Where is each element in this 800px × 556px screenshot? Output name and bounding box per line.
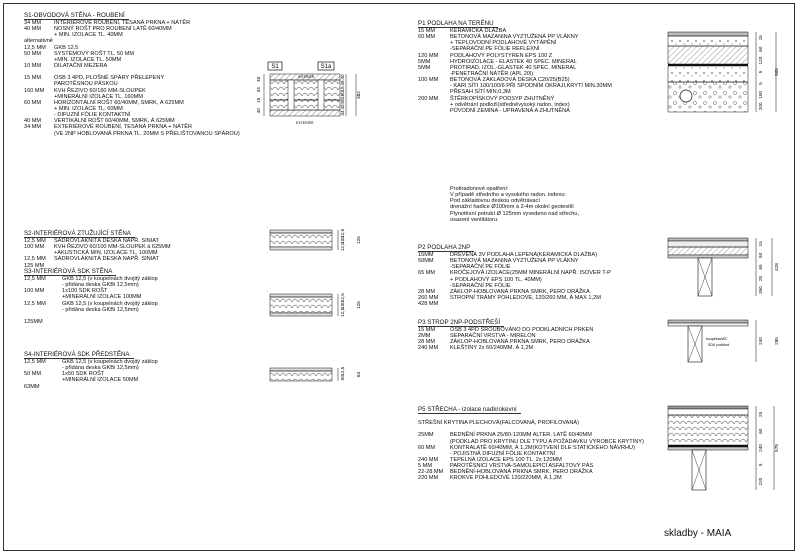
layer-description: -PENETRAČNÍ NÁTĚR (APL 20l) xyxy=(450,70,534,77)
s1-stud-2 xyxy=(318,80,324,110)
layer-description: -SEPARAČNÍ PE FÓLIE REFLEXNÍ xyxy=(450,46,540,53)
p2-screed xyxy=(668,241,748,247)
layer-description: +MINERÁLNÍ IZOLACE 50MM xyxy=(62,377,139,384)
layer-description: KVH ŘEZIVO 60/160 MM-SLOUPEK xyxy=(54,87,146,94)
layer-description: - přidána deska GKBi 12,5mm) xyxy=(62,306,139,313)
layer-thickness: 40 MM xyxy=(24,26,42,33)
layer-thickness: 2MM xyxy=(418,333,431,340)
section-title-text: S3-INTERIÉROVÁ SDK STĚNA xyxy=(24,268,116,276)
layer-thickness: 160 MM xyxy=(24,87,45,94)
layer-row xyxy=(418,301,474,307)
layer-description: SYSTÉMOVÝ ROŠT TL. 50 MM xyxy=(54,50,134,57)
s2-board-top xyxy=(270,230,332,233)
layer-description: -SEPARAČNÍ PE FÓLIE xyxy=(450,264,511,271)
radon-note-line: drenážní hadice Ø100mm à 2-4m okolní geotextilí xyxy=(450,204,574,211)
layer-thickness: 50 MM xyxy=(24,50,42,57)
radon-note-line: Protiradonové opatření: xyxy=(450,186,509,192)
section-title xyxy=(24,268,116,276)
layer-description: 1x100 SDK ROŠT xyxy=(62,288,108,295)
p3-ceiling-detail xyxy=(662,316,792,376)
layer-thickness: 34 MM xyxy=(24,20,42,26)
layer-description: PŘESAH SÍTÍ MIN.0,3M xyxy=(450,89,511,96)
layer-thickness: 12,5 MM xyxy=(24,300,46,307)
layer-row xyxy=(418,345,534,352)
layer-thickness: 15MM xyxy=(418,252,434,258)
section-title-text: P5 STŘECHA - izolace nadkrokevní xyxy=(418,406,521,414)
layer-description: EXTERIÉROVÉ ROUBENÍ, TESANÁ PRKNA + NÁTĚR xyxy=(54,124,193,131)
layer-thickness: 428 MM xyxy=(418,301,439,308)
layer-thickness: 50 MM xyxy=(24,371,42,378)
radon-note xyxy=(450,186,579,223)
layer-thickness: 120 MM xyxy=(418,52,439,59)
p3-osb xyxy=(668,320,748,323)
layer-row xyxy=(24,384,134,390)
layer-description: + PODLAHOVÝ EPS 100 TL. 40MM) xyxy=(450,276,542,283)
p5-roofing xyxy=(668,406,748,409)
layer-description: +MIN. IZOLACE TL. 50MM xyxy=(54,56,122,63)
section-title xyxy=(418,244,474,252)
layer-description: +MINERÁLNÍ IZOLACE TL. 160MM xyxy=(54,93,143,100)
s1-label-exterior: EXTERIÉR xyxy=(296,121,314,125)
layer-thickness: 28 MM xyxy=(418,288,436,295)
dimension-total: 505 xyxy=(774,68,779,76)
dimension-label: 120 xyxy=(758,56,763,65)
p1-screed xyxy=(668,36,748,46)
layer-description: PAROTĚSNICÍ VRSTVA-SAMOLEPÍCÍ ASFALTOVÝ PÁS xyxy=(450,463,594,470)
layer-row xyxy=(24,319,116,325)
section-title-text: S4-INTERIÉROVÁ SDK PŘEDSTĚNA xyxy=(24,351,134,359)
dimension-label: 100 xyxy=(340,236,345,244)
layer-description: OSB 3 4PD ŠROUBOVÁNO DO PODKLADNÍCH PRKEN xyxy=(450,327,594,333)
s2-board-bottom xyxy=(270,247,332,250)
dimension-label: 240 xyxy=(758,337,763,345)
layer-description: STROPNÍ TRÁMY POHLEDOVÉ, 120/260 MM, Á MAX 1,2M xyxy=(450,294,601,301)
layer-thickness: 220 MM xyxy=(418,475,439,482)
dimension-label: 60 xyxy=(340,98,345,104)
layer-description: KROČEJOVÁ IZOLACE(25MM MINERÁLNÍ NAPŘ. ISOVER T-P xyxy=(450,270,611,277)
dimension-label: 5 xyxy=(758,82,763,85)
layer-thickness: 50MM xyxy=(418,258,434,265)
layer-thickness: 12,5 MM xyxy=(24,238,46,244)
p5-dims xyxy=(758,411,779,485)
layer-description: 1x50 SDK ROŠT xyxy=(62,371,105,378)
layer-thickness: 5 MM xyxy=(418,463,432,470)
layer-description: - KARI SÍTI 100/100/6 PŘI SPODNÍM OKRAJI,KRYTÍ MIN.30MM xyxy=(450,83,612,90)
layer-description: (VE 2NP HOBLOVANÁ PRKNA TL. 20MM S PŘELIŠTOVANOU SPÁROU) xyxy=(54,130,240,137)
section-title xyxy=(24,230,135,238)
s1-dims-right xyxy=(340,74,361,116)
layer-row xyxy=(418,475,562,482)
p3-note-ceiling: SDK podhled xyxy=(708,343,730,347)
layer-description: SÁDROVLÁKNITÁ DESKA NAPŘ. SINIAT xyxy=(54,256,159,263)
section-title-text: S1-OBVODOVÁ STĚNA - ROUBENÍ xyxy=(24,12,129,20)
layer-description: BEDNĚNÍ-HOBLOVANÁ PRKNA SMRK, PERO DRÁŽKA xyxy=(450,469,593,476)
dimension-label: 34 xyxy=(256,87,261,93)
layer-thickness: 240 MM xyxy=(418,345,439,352)
layer-thickness: 12,5 MM xyxy=(24,276,46,282)
dimension-label: 34 xyxy=(340,110,345,116)
layer-description: PŮVODNÍ ZEMINA - UPRAVENÁ A ZHUTNĚNÁ xyxy=(450,107,570,114)
s1-wall-detail xyxy=(248,60,370,148)
p1-hydro xyxy=(668,64,748,66)
p5-counter-battens xyxy=(668,409,748,415)
layer-description: KLEŠTINY 2x 60/240MM, Á 1,2M xyxy=(450,345,534,352)
layer-thickness: 5MM xyxy=(418,64,431,71)
layer-thickness: 12,5 MM xyxy=(24,44,46,51)
p3-note-bathroom: koupelna/WC xyxy=(706,337,728,341)
dimension-label: 5 xyxy=(758,70,763,74)
layer-description: ŠTĚRKOPÍSKOVÝ PODSYP ZHUTNĚNÝ xyxy=(450,95,555,102)
dimension-label: 40 xyxy=(340,74,345,80)
layer-thickness: 12,5 MM xyxy=(24,256,46,263)
section-s1 xyxy=(24,12,240,137)
layer-description: ZÁKLOP-HOBLOVANÁ PRKNA SMRK, PERO DRÁŽKA xyxy=(450,339,590,346)
layer-description: HYDROIZOLACE - ELASTEK 40 SPEC. MINERAL xyxy=(450,58,577,65)
section-s3 xyxy=(24,268,158,325)
p5-vapour-layer xyxy=(668,445,748,447)
layer-thickness: alternativně xyxy=(24,38,53,45)
dimension-total: 382 xyxy=(356,91,361,99)
dimension-label: 260 xyxy=(758,286,763,295)
s1-tag-1: S1 xyxy=(271,64,279,70)
layer-description: + odvětrání podloží(středněvysoký radon, index) xyxy=(450,101,570,108)
layer-description: PROTIRAD. IZOL.-GLASTEK 40 SPEC. MINERAL xyxy=(450,64,577,71)
s1-tag-2: S1a xyxy=(320,64,332,70)
layer-thickness: 40 MM xyxy=(24,118,42,125)
s1-label-interior: INTERIÉR xyxy=(298,75,315,79)
s1-outer-board xyxy=(270,110,340,116)
p2-decking xyxy=(668,255,748,258)
layer-thickness: 100 MM xyxy=(24,288,45,295)
layer-description: GKB 12,5 (v koupelnách dvojitý záklop xyxy=(62,276,158,282)
s2-dims xyxy=(340,228,361,251)
dimension-label: 240 xyxy=(758,444,763,452)
layer-thickness: 15 MM xyxy=(418,327,436,333)
layer-description: BETONOVÁ MAZANINA VYZTUŽENÁ PP VLÁKNY xyxy=(450,258,579,265)
p1-tile xyxy=(668,32,748,36)
section-s4 xyxy=(24,351,158,390)
p1-drain-pipe xyxy=(680,90,692,102)
section-p2 xyxy=(418,244,611,308)
layer-description: DILATAČNÍ MEZERA xyxy=(54,62,108,69)
layer-description: + TEPLOVODNÍ PODLAHOVÉ VYTÁPĚNÍ xyxy=(450,40,557,47)
dimension-total: 125 xyxy=(356,236,361,244)
layer-description: + MIN. IZOLACE TL. 60MM xyxy=(54,105,123,112)
layer-thickness: 60 MM xyxy=(24,99,42,106)
layer-description: BEDNĚNÍ PRKNA 25/80-120MM ALTER. LATĚ 60/40MM xyxy=(450,432,592,439)
layer-description: KONTRALATĚ 60/40MM, Á 1,2M(KOTVENÍ DLE STATICKÉHO NÁVRHU) xyxy=(450,444,635,451)
dimension-label: 15 xyxy=(758,35,763,41)
section-title xyxy=(24,351,134,359)
s2-core xyxy=(270,233,332,247)
dimension-label: 28 xyxy=(758,276,763,282)
layer-description: GKB 12,5 (v koupelnách dvojitý záklop xyxy=(62,359,158,365)
p3-dims xyxy=(758,337,779,345)
section-p5 xyxy=(418,406,644,482)
p2-floor-detail xyxy=(662,236,792,306)
dimension-label: 25 xyxy=(758,411,763,417)
layer-description: +AKUSTICKÁ MIN. IZOLACE TL. 100MM xyxy=(54,250,158,257)
dimension-total: 428 xyxy=(774,263,779,271)
dimension-label: 12,5 xyxy=(340,366,345,376)
p1-slab xyxy=(668,66,748,82)
layer-thickness: 125MM xyxy=(24,318,43,325)
dimension-label: 160 xyxy=(340,91,345,99)
section-title-text: P3 STROP 2NP-PODSTŘEŠÍ xyxy=(418,319,504,327)
layer-description: TEPELNÁ IZOLACE EPS 100 TL. 2x 120MM xyxy=(450,456,562,463)
dimension-total: 285 xyxy=(774,337,779,345)
layer-description: (PODKLAD PRO KRYTINU DLE TYPU A POŽADAVKU VÝROBCE KRYTINY) xyxy=(450,438,644,445)
section-title xyxy=(418,20,498,28)
layer-description: GKB 12,5 xyxy=(54,44,79,51)
p2-wood-floor xyxy=(668,238,748,241)
layer-thickness: 240 MM xyxy=(418,456,439,463)
dimension-total: 578 xyxy=(774,444,779,452)
s1-studs xyxy=(270,100,340,110)
p5-roof-detail xyxy=(662,400,792,504)
sheet-title: skladby - MAIA xyxy=(664,528,732,539)
layer-thickness: 15 MM xyxy=(418,28,436,34)
p2-dims xyxy=(758,241,779,294)
dimension-label: 15 xyxy=(256,97,261,103)
s3-board-top xyxy=(270,294,332,297)
s3-core xyxy=(270,297,332,313)
layer-description: DŘEVĚNÁ 3V PODLAHA LEPENÁ(KERAMICKÁ DLAŽBA) xyxy=(450,252,598,258)
layer-description: GKB 12,5 (v koupelnách dvojitý záklop xyxy=(62,300,158,307)
layer-description: VERTIKÁLNÍ ROŠT 60/40MM, SMRK, Á 625MM xyxy=(54,118,175,125)
layer-thickness: 28 MM xyxy=(418,339,436,346)
layer-description: - DIFUZNÍ FÓLIE KONTAKTNÍ xyxy=(54,112,131,119)
layer-description: KERAMICKÁ DLAŽBA xyxy=(450,28,507,34)
section-title xyxy=(24,12,129,20)
layer-thickness: STŘEŠNÍ KRYTINA PLECHOVÁ(FALCOVANÁ, PROFILOVANÁ) xyxy=(418,420,580,427)
dimension-label: 50 xyxy=(340,375,345,381)
p1-eps xyxy=(668,46,748,64)
layer-description: +MINERÁLNÍ IZOLACE 100MM xyxy=(62,294,142,301)
dimension-label: 100 xyxy=(340,301,345,309)
layer-thickness: 100 MM xyxy=(24,244,45,251)
layer-description: -SEPARAČNÍ PE FÓLIE xyxy=(450,282,511,289)
s4-board xyxy=(270,368,332,371)
radon-note-line: osazení ventilátoru. xyxy=(450,216,499,223)
dimension-label: 40 xyxy=(256,108,261,114)
layer-thickness: 60 MM xyxy=(418,34,436,41)
layer-thickness: 10 MM xyxy=(24,62,42,69)
dimension-label: 40 xyxy=(256,76,261,82)
section-title-text: S2-INTERIÉROVÁ ZTUŽUJÍCÍ STĚNA xyxy=(24,230,135,238)
layer-description: - přidána deska GKBi 12,5mm) xyxy=(62,365,139,372)
dimension-label: 12,5 xyxy=(340,307,345,317)
dimension-label: 45 xyxy=(340,80,345,86)
layer-description: SEPARAČNÍ VRSTVA - MIRELON xyxy=(450,333,536,340)
dimension-label: 15 xyxy=(340,86,345,92)
layer-thickness: 5MM xyxy=(418,58,431,65)
radon-note-line: Pod základovou deskou odvětrávací xyxy=(450,198,540,205)
dimension-total: 63 xyxy=(356,371,361,378)
dimension-label: 200 xyxy=(758,102,763,111)
layer-description: NOSNÝ ROŠT PRO ROUBENÍ LATĚ 60/40MM xyxy=(54,26,172,33)
dimension-label: 100 xyxy=(758,91,763,99)
dimension-label: 50 xyxy=(758,252,763,258)
layer-description: OSB 3 4PD, PLOŠNÉ SPÁRY PŘELEPENY xyxy=(54,75,165,82)
layer-thickness: 22-28 MM xyxy=(418,469,444,476)
layer-description: KVH ŘEZIVO 60/100 MM-SLOUPEK á 625MM xyxy=(54,244,171,251)
layer-description: PODLAHOVÝ POLYSTYREN EPS 100 Z xyxy=(450,52,553,59)
layer-description: + MIN. IZOLACE TL. 40MM xyxy=(54,32,123,39)
s1-dims-left xyxy=(256,76,261,113)
section-title-text: P1 PODLAHA NA TERÉNU xyxy=(418,20,498,28)
radon-note-line: Plynotěsní potrubí Ø 125mm vyvedeno nad střechu, xyxy=(450,210,580,217)
radon-note-line: V případě středního a vysokého radon. indexu: xyxy=(450,192,566,199)
p2-acoustic xyxy=(668,247,748,255)
dimension-total: 125 xyxy=(356,301,361,309)
dimension-label: 65 xyxy=(758,264,763,270)
s4-wall-detail xyxy=(268,364,368,392)
dimension-label: 40 xyxy=(340,104,345,110)
layer-description: KROKVE POHLEDOVÉ 120/220MM, Á 1,2M xyxy=(450,475,562,482)
layer-description: BETONOVÁ MAZANINA VYZTUŽENÁ PP VLÁKNY xyxy=(450,34,579,41)
layer-thickness: 15 MM xyxy=(24,75,42,82)
s3-board-bottom xyxy=(270,313,332,316)
layer-description: SÁDROVLÁKNITÁ DESKA NAPŘ. SINIAT xyxy=(54,238,159,244)
layer-description: ZÁKLOP-HOBLOVANÁ PRKNA SMRK, PERO DRÁŽKA xyxy=(450,288,590,295)
section-title xyxy=(418,406,521,414)
section-title-text: P2 PODLAHA 2NP xyxy=(418,244,474,252)
layer-description: - POJISTNÁ DIFUZNÍ FÓLIE KONTAKTNÍ xyxy=(450,450,556,457)
layer-thickness: 200 MM xyxy=(418,95,439,102)
p3-boards xyxy=(668,323,748,326)
layer-description: PAROTĚSNOU PÁSKOU xyxy=(54,81,118,88)
layer-row xyxy=(418,107,570,114)
s3-wall-detail xyxy=(268,290,368,326)
s1-insulation xyxy=(270,80,340,100)
s1-stud-1 xyxy=(288,80,294,110)
dimension-label: 60 xyxy=(758,46,763,52)
layer-thickness: 260 MM xyxy=(418,294,439,301)
dimension-label: 12,5 xyxy=(340,242,345,252)
layer-thickness: 125 MM xyxy=(24,262,45,269)
layer-description: HORIZONTÁLNÍ ROŠT 60/40MM, SMRK, Á 625MM xyxy=(54,99,184,106)
section-p3 xyxy=(418,319,594,352)
s4-core xyxy=(270,371,332,381)
section-s2 xyxy=(24,230,171,269)
layer-row xyxy=(24,130,240,137)
dimension-label: 12,5 xyxy=(340,228,345,238)
section-p1 xyxy=(418,20,612,114)
layer-description: BETONOVÁ ZÁKLADOVÁ DESKA C20/25(B25) xyxy=(450,77,570,84)
p5-insulation xyxy=(668,415,748,445)
s3-dims xyxy=(340,293,361,317)
layer-thickness: 60 MM xyxy=(418,444,436,451)
dimension-label: 15 xyxy=(758,241,763,247)
layer-thickness: 12,5 MM xyxy=(24,359,46,365)
s2-wall-detail xyxy=(268,226,368,258)
layer-thickness: 34 MM xyxy=(24,124,42,131)
dimension-label: 220 xyxy=(758,477,763,486)
section-title xyxy=(418,319,504,327)
dimension-label: 12,5 xyxy=(340,293,345,303)
layer-thickness: 100 MM xyxy=(418,77,439,84)
layer-thickness: 25MM xyxy=(418,432,434,439)
p5-decking xyxy=(668,447,748,450)
dimension-label: 5 xyxy=(758,463,763,467)
s4-dims xyxy=(340,366,361,380)
layer-thickness: 63MM xyxy=(24,383,40,390)
layer-description: INTERIÉROVÉ ROUBENÍ, TESANÁ PRKNA + NÁTĚR xyxy=(54,20,191,26)
p1-floor-detail xyxy=(662,30,792,154)
layer-description: - přidána deska GKBi 12,5mm) xyxy=(62,282,139,289)
layer-thickness: 65 MM xyxy=(418,270,436,277)
dimension-label: 60 xyxy=(758,428,763,434)
